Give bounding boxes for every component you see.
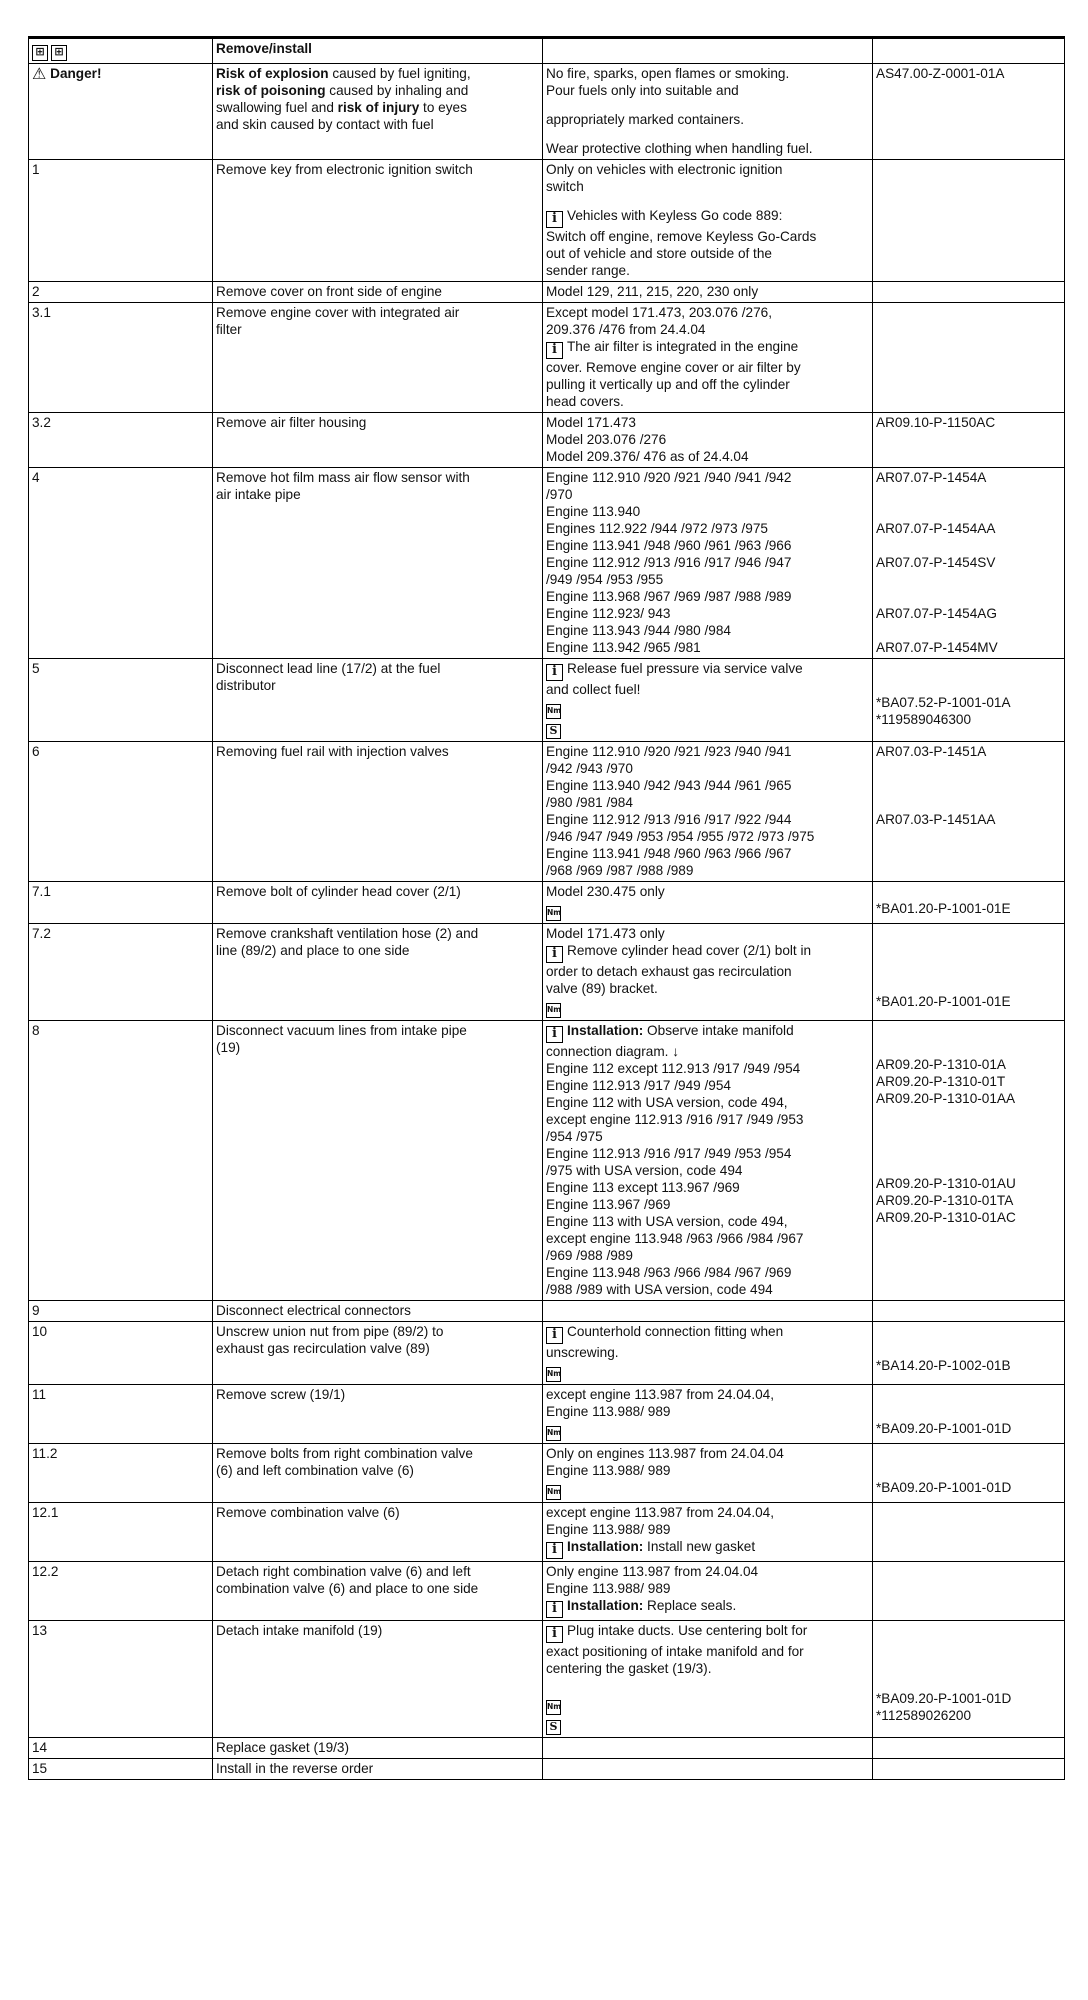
step-notes bbox=[543, 303, 873, 413]
note-line: No fire, sparks, open flames or smoking. bbox=[546, 66, 790, 81]
ref-link[interactable]: AR07.07-P-1454AG bbox=[876, 606, 997, 621]
step-refs bbox=[873, 1621, 1065, 1738]
step-action bbox=[213, 1738, 543, 1759]
torque-icon[interactable]: Nm bbox=[546, 906, 561, 921]
step-row-2 bbox=[29, 282, 1065, 303]
note-line: Engine 112.913 /917 /949 /954 bbox=[546, 1078, 731, 1093]
step-action bbox=[213, 1322, 543, 1385]
danger-risks bbox=[213, 64, 543, 160]
info-line: and collect fuel! bbox=[546, 682, 641, 697]
note-line: Engine 113.940 bbox=[546, 504, 641, 519]
info-line: Install new gasket bbox=[643, 1539, 756, 1554]
action-line: Remove cover on front side of engine bbox=[216, 284, 442, 299]
info-line: centering the gasket (19/3). bbox=[546, 1661, 712, 1676]
step-number: 9 bbox=[29, 1301, 213, 1322]
note-line: Only on vehicles with electronic ignition bbox=[546, 162, 783, 177]
note-line: except engine 113.987 from 24.04.04, bbox=[546, 1505, 774, 1520]
header-empty-notes bbox=[543, 38, 873, 64]
risk-explosion-text: caused by fuel igniting, bbox=[328, 66, 471, 81]
action-line: (19) bbox=[216, 1040, 241, 1055]
step-action bbox=[213, 1503, 543, 1562]
step-action bbox=[213, 924, 543, 1021]
torque-icon[interactable]: Nm bbox=[546, 1367, 561, 1382]
step-refs bbox=[873, 924, 1065, 1021]
note-line: Model 203.076 /276 bbox=[546, 432, 667, 447]
note-line: /969 /988 /989 bbox=[546, 1248, 633, 1263]
note-line: Model 129, 211, 215, 220, 230 only bbox=[546, 284, 759, 299]
note-line: Engine 112.912 /913 /916 /917 /922 /944 bbox=[546, 812, 792, 827]
note-line: Model 209.376/ 476 as of 24.4.04 bbox=[546, 449, 749, 464]
step-action bbox=[213, 742, 543, 882]
action-line: Disconnect electrical connectors bbox=[216, 1303, 411, 1318]
ref-link[interactable]: *BA01.20-P-1001-01E bbox=[876, 901, 1011, 916]
special-tool-icon[interactable]: S bbox=[546, 724, 561, 739]
action-line: Remove crankshaft ventilation hose (2) and bbox=[216, 926, 479, 941]
special-tool-icon[interactable]: S bbox=[546, 1720, 561, 1735]
step-action bbox=[213, 468, 543, 659]
step-row-7-2 bbox=[29, 924, 1065, 1021]
risk-poisoning: risk of poisoning bbox=[216, 83, 326, 98]
header-title: Remove/install bbox=[213, 38, 543, 64]
note-line: /988 /989 with USA version, code 494 bbox=[546, 1282, 773, 1297]
step-notes bbox=[543, 1322, 873, 1385]
ref-link[interactable]: *BA09.20-P-1001-01D bbox=[876, 1421, 1012, 1436]
ref-link[interactable]: AR09.20-P-1310-01AU bbox=[876, 1176, 1016, 1191]
step-notes bbox=[543, 1021, 873, 1301]
ref-link[interactable]: AR09.20-P-1310-01A bbox=[876, 1057, 1006, 1072]
step-refs[interactable] bbox=[873, 413, 1065, 468]
action-line: Detach right combination valve (6) and left bbox=[216, 1564, 471, 1579]
step-notes bbox=[543, 1444, 873, 1503]
action-line: Unscrew union nut from pipe (89/2) to bbox=[216, 1324, 444, 1339]
step-row-15 bbox=[29, 1759, 1065, 1780]
danger-row bbox=[29, 64, 1065, 160]
warning-icon: ⚠ bbox=[32, 66, 47, 83]
torque-icon[interactable]: Nm bbox=[546, 1700, 561, 1715]
info-icon: i bbox=[546, 946, 563, 963]
torque-icon[interactable]: Nm bbox=[546, 704, 561, 719]
note-line: /946 /947 /949 /953 /954 /955 /972 /973 /975 bbox=[546, 829, 815, 844]
step-notes bbox=[543, 659, 873, 742]
note-line: Engine 113.943 /944 /980 /984 bbox=[546, 623, 731, 638]
step-refs bbox=[873, 282, 1065, 303]
info-icon: i bbox=[546, 1026, 563, 1043]
step-row-6 bbox=[29, 742, 1065, 882]
risk-skin-text: and skin caused by contact with fuel bbox=[216, 117, 434, 132]
ref-link[interactable]: AR07.07-P-1454AA bbox=[876, 521, 996, 536]
step-row-13 bbox=[29, 1621, 1065, 1738]
step-number: 3.2 bbox=[29, 413, 213, 468]
note-line: Engine 113 with USA version, code 494, bbox=[546, 1214, 788, 1229]
info-line: The air filter is integrated in the engine bbox=[567, 339, 799, 354]
step-action bbox=[213, 1759, 543, 1780]
expand-icon[interactable]: ⊞ bbox=[32, 45, 48, 61]
step-number: 13 bbox=[29, 1621, 213, 1738]
step-refs bbox=[873, 1322, 1065, 1385]
ref-link[interactable]: *BA14.20-P-1002-01B bbox=[876, 1358, 1011, 1373]
step-action bbox=[213, 659, 543, 742]
ref-link[interactable]: AR09.10-P-1150AC bbox=[876, 415, 996, 430]
step-notes bbox=[543, 1621, 873, 1738]
installation-label: Installation: bbox=[567, 1539, 644, 1554]
note-line: /949 /954 /953 /955 bbox=[546, 572, 664, 587]
step-row-9 bbox=[29, 1301, 1065, 1322]
step-action bbox=[213, 1021, 543, 1301]
note-line: Engine 112.912 /913 /916 /917 /946 /947 bbox=[546, 555, 792, 570]
step-row-7-1 bbox=[29, 882, 1065, 924]
note-line: Engine 113 except 113.967 /969 bbox=[546, 1180, 740, 1195]
ref-link[interactable]: AR07.07-P-1454MV bbox=[876, 640, 998, 655]
step-row-11-2 bbox=[29, 1444, 1065, 1503]
info-line: Replace seals. bbox=[643, 1598, 737, 1613]
note-line: appropriately marked containers. bbox=[546, 112, 744, 127]
ref-link[interactable]: AR07.03-P-1451AA bbox=[876, 812, 996, 827]
action-line: Install in the reverse order bbox=[216, 1761, 374, 1776]
header-icons-cell bbox=[29, 38, 213, 64]
step-number: 4 bbox=[29, 468, 213, 659]
action-line: Remove screw (19/1) bbox=[216, 1387, 346, 1402]
info-line: connection diagram. ↓ bbox=[546, 1044, 679, 1059]
step-notes bbox=[543, 160, 873, 282]
step-number: 7.1 bbox=[29, 882, 213, 924]
step-notes bbox=[543, 282, 873, 303]
action-line: Disconnect lead line (17/2) at the fuel bbox=[216, 661, 441, 676]
step-number: 11 bbox=[29, 1385, 213, 1444]
ref-link[interactable]: AR07.07-P-1454A bbox=[876, 470, 987, 485]
note-line: Only on engines 113.987 from 24.04.04 bbox=[546, 1446, 784, 1461]
note-line: Engine 112 with USA version, code 494, bbox=[546, 1095, 788, 1110]
step-refs bbox=[873, 303, 1065, 413]
step-action bbox=[213, 1444, 543, 1503]
action-line: Replace gasket (19/3) bbox=[216, 1740, 349, 1755]
step-action bbox=[213, 1385, 543, 1444]
risk-injury: risk of injury bbox=[337, 100, 420, 115]
note-line: Model 171.473 only bbox=[546, 926, 665, 941]
step-notes bbox=[543, 1503, 873, 1562]
info-line: out of vehicle and store outside of the bbox=[546, 246, 772, 261]
ref-link[interactable]: AR07.07-P-1454SV bbox=[876, 555, 996, 570]
info-line: Remove cylinder head cover (2/1) bolt in bbox=[567, 943, 812, 958]
step-refs bbox=[873, 160, 1065, 282]
step-notes bbox=[543, 413, 873, 468]
note-line: Engine 113.942 /965 /981 bbox=[546, 640, 701, 655]
danger-label: Danger! bbox=[50, 66, 102, 81]
step-number: 12.2 bbox=[29, 1562, 213, 1621]
step-notes bbox=[543, 468, 873, 659]
step-action bbox=[213, 413, 543, 468]
note-line: Wear protective clothing when handling fuel. bbox=[546, 141, 813, 156]
step-refs bbox=[873, 1444, 1065, 1503]
info-icon: i bbox=[546, 664, 563, 681]
info-icon: i bbox=[546, 1542, 563, 1559]
step-refs bbox=[873, 1759, 1065, 1780]
info-line: cover. Remove engine cover or air filter by bbox=[546, 360, 801, 375]
note-line: Engine 113.988/ 989 bbox=[546, 1581, 671, 1596]
step-row-14 bbox=[29, 1738, 1065, 1759]
action-line: Remove bolt of cylinder head cover (2/1) bbox=[216, 884, 461, 899]
action-line: filter bbox=[216, 322, 242, 337]
action-line: Remove bolts from right combination valve bbox=[216, 1446, 473, 1461]
step-action bbox=[213, 1562, 543, 1621]
step-action bbox=[213, 303, 543, 413]
note-line: 209.376 /476 from 24.4.04 bbox=[546, 322, 706, 337]
note-line: /954 /975 bbox=[546, 1129, 603, 1144]
note-line: Except model 171.473, 203.076 /276, bbox=[546, 305, 772, 320]
action-line: distributor bbox=[216, 678, 276, 693]
risk-poisoning-text: caused by inhaling and bbox=[325, 83, 469, 98]
action-line: air intake pipe bbox=[216, 487, 301, 502]
info-line: head covers. bbox=[546, 394, 624, 409]
action-line: Detach intake manifold (19) bbox=[216, 1623, 383, 1638]
info-icon: i bbox=[546, 211, 563, 228]
step-number: 14 bbox=[29, 1738, 213, 1759]
info-line: Switch off engine, remove Keyless Go-Cards bbox=[546, 229, 817, 244]
note-line: /968 /969 /987 /988 /989 bbox=[546, 863, 694, 878]
info-line: order to detach exhaust gas recirculation bbox=[546, 964, 792, 979]
action-line: line (89/2) and place to one side bbox=[216, 943, 410, 958]
step-notes bbox=[543, 882, 873, 924]
note-line: except engine 113.987 from 24.04.04, bbox=[546, 1387, 774, 1402]
info-line: Plug intake ducts. Use centering bolt for bbox=[567, 1623, 808, 1638]
note-line: Engine 112.913 /916 /917 /949 /953 /954 bbox=[546, 1146, 792, 1161]
ref-link[interactable]: AS47.00-Z-0001-01A bbox=[876, 66, 1005, 81]
note-line: Engine 113.988/ 989 bbox=[546, 1404, 671, 1419]
note-line: /942 /943 /970 bbox=[546, 761, 633, 776]
step-refs bbox=[873, 1301, 1065, 1322]
note-line: Engine 112.910 /920 /921 /940 /941 /942 bbox=[546, 470, 792, 485]
ref-link[interactable]: AR09.20-P-1310-01T bbox=[876, 1074, 1006, 1089]
installation-label: Installation: bbox=[567, 1598, 644, 1613]
step-action bbox=[213, 1621, 543, 1738]
torque-icon[interactable]: Nm bbox=[546, 1426, 561, 1441]
procedure-sheet bbox=[28, 36, 1064, 1780]
step-row-10 bbox=[29, 1322, 1065, 1385]
step-notes bbox=[543, 1301, 873, 1322]
step-action bbox=[213, 882, 543, 924]
note-line: except engine 113.948 /963 /966 /984 /967 bbox=[546, 1231, 804, 1246]
info-line: sender range. bbox=[546, 263, 630, 278]
action-line: Remove combination valve (6) bbox=[216, 1505, 400, 1520]
risk-injury-pre: swallowing fuel and bbox=[216, 100, 338, 115]
step-row-11 bbox=[29, 1385, 1065, 1444]
action-line: Remove air filter housing bbox=[216, 415, 367, 430]
action-line: Remove key from electronic ignition switch bbox=[216, 162, 473, 177]
step-row-3-1 bbox=[29, 303, 1065, 413]
step-refs bbox=[873, 1385, 1065, 1444]
note-line: /975 with USA version, code 494 bbox=[546, 1163, 743, 1178]
ref-link[interactable]: *119589046300 bbox=[876, 712, 972, 727]
action-line: combination valve (6) and place to one side bbox=[216, 1581, 479, 1596]
danger-label-cell bbox=[29, 64, 213, 160]
step-notes bbox=[543, 1385, 873, 1444]
step-number: 3.1 bbox=[29, 303, 213, 413]
step-number: 1 bbox=[29, 160, 213, 282]
action-line: exhaust gas recirculation valve (89) bbox=[216, 1341, 430, 1356]
step-notes bbox=[543, 1759, 873, 1780]
info-line: Observe intake manifold bbox=[643, 1023, 794, 1038]
step-row-12-1 bbox=[29, 1503, 1065, 1562]
table-header-row bbox=[29, 38, 1065, 64]
step-number: 8 bbox=[29, 1021, 213, 1301]
step-number: 11.2 bbox=[29, 1444, 213, 1503]
ref-link[interactable]: AR09.20-P-1310-01AA bbox=[876, 1091, 1016, 1106]
step-number: 2 bbox=[29, 282, 213, 303]
step-number: 5 bbox=[29, 659, 213, 742]
ref-link[interactable]: AR07.03-P-1451A bbox=[876, 744, 987, 759]
step-number: 15 bbox=[29, 1759, 213, 1780]
risk-explosion: Risk of explosion bbox=[216, 66, 329, 81]
ref-link[interactable]: *BA09.20-P-1001-01D bbox=[876, 1691, 1012, 1706]
step-refs bbox=[873, 659, 1065, 742]
procedure-table bbox=[28, 36, 1065, 1780]
action-line: Removing fuel rail with injection valves bbox=[216, 744, 449, 759]
step-row-5 bbox=[29, 659, 1065, 742]
step-number: 6 bbox=[29, 742, 213, 882]
note-line: Pour fuels only into suitable and bbox=[546, 83, 739, 98]
step-refs bbox=[873, 1562, 1065, 1621]
info-icon: i bbox=[546, 1327, 563, 1344]
note-line: Only engine 113.987 from 24.04.04 bbox=[546, 1564, 759, 1579]
ref-link[interactable]: *BA01.20-P-1001-01E bbox=[876, 994, 1011, 1009]
note-line: switch bbox=[546, 179, 584, 194]
note-line: Model 230.475 only bbox=[546, 884, 665, 899]
step-refs bbox=[873, 882, 1065, 924]
step-row-1 bbox=[29, 160, 1065, 282]
step-number: 12.1 bbox=[29, 1503, 213, 1562]
step-row-3-2 bbox=[29, 413, 1065, 468]
step-row-4 bbox=[29, 468, 1065, 659]
note-line: /970 bbox=[546, 487, 573, 502]
step-refs bbox=[873, 742, 1065, 882]
info-icon: i bbox=[546, 1601, 563, 1618]
step-notes bbox=[543, 924, 873, 1021]
step-number: 7.2 bbox=[29, 924, 213, 1021]
action-line: Disconnect vacuum lines from intake pipe bbox=[216, 1023, 467, 1038]
note-line: Engine 113.988/ 989 bbox=[546, 1463, 671, 1478]
collapse-icon[interactable]: ⊞ bbox=[51, 45, 67, 61]
torque-icon[interactable]: Nm bbox=[546, 1485, 561, 1500]
ref-link[interactable]: *BA07.52-P-1001-01A bbox=[876, 695, 1011, 710]
step-action bbox=[213, 1301, 543, 1322]
info-icon: i bbox=[546, 1626, 563, 1643]
info-line: pulling it vertically up and off the cylinder bbox=[546, 377, 790, 392]
ref-link[interactable]: AR09.20-P-1310-01AC bbox=[876, 1210, 1016, 1225]
installation-label: Installation: bbox=[567, 1023, 644, 1038]
step-refs bbox=[873, 1503, 1065, 1562]
danger-notes bbox=[543, 64, 873, 160]
step-notes bbox=[543, 1562, 873, 1621]
note-line: Engine 113.941 /948 /960 /963 /966 /967 bbox=[546, 846, 792, 861]
header-empty-refs bbox=[873, 38, 1065, 64]
note-line: Engine 113.988/ 989 bbox=[546, 1522, 671, 1537]
danger-ref[interactable] bbox=[873, 64, 1065, 160]
note-line: Engine 112.910 /920 /921 /923 /940 /941 bbox=[546, 744, 792, 759]
step-row-12-2 bbox=[29, 1562, 1065, 1621]
step-number: 10 bbox=[29, 1322, 213, 1385]
info-line: Vehicles with Keyless Go code 889: bbox=[567, 208, 783, 223]
ref-link[interactable]: *112589026200 bbox=[876, 1708, 972, 1723]
ref-link[interactable]: AR09.20-P-1310-01TA bbox=[876, 1193, 1014, 1208]
risk-injury-text: to eyes bbox=[419, 100, 467, 115]
note-line: Engine 112.923/ 943 bbox=[546, 606, 671, 621]
info-line: exact positioning of intake manifold and for bbox=[546, 1644, 804, 1659]
note-line: Engine 113.968 /967 /969 /987 /988 /989 bbox=[546, 589, 792, 604]
note-line: Model 171.473 bbox=[546, 415, 636, 430]
info-line: Counterhold connection fitting when bbox=[567, 1324, 784, 1339]
step-action bbox=[213, 160, 543, 282]
step-notes bbox=[543, 1738, 873, 1759]
step-refs bbox=[873, 1021, 1065, 1301]
note-line: Engine 113.967 /969 bbox=[546, 1197, 671, 1212]
step-notes bbox=[543, 742, 873, 882]
action-line: Remove engine cover with integrated air bbox=[216, 305, 460, 320]
info-icon: i bbox=[546, 342, 563, 359]
note-line: Engines 112.922 /944 /972 /973 /975 bbox=[546, 521, 768, 536]
step-refs bbox=[873, 468, 1065, 659]
step-action bbox=[213, 282, 543, 303]
step-row-8 bbox=[29, 1021, 1065, 1301]
ref-link[interactable]: *BA09.20-P-1001-01D bbox=[876, 1480, 1012, 1495]
action-line: Remove hot film mass air flow sensor with bbox=[216, 470, 470, 485]
note-line: Engine 112 except 112.913 /917 /949 /954 bbox=[546, 1061, 801, 1076]
torque-icon[interactable]: Nm bbox=[546, 1003, 561, 1018]
note-line: except engine 112.913 /916 /917 /949 /953 bbox=[546, 1112, 804, 1127]
info-line: unscrewing. bbox=[546, 1345, 619, 1360]
note-line: Engine 113.941 /948 /960 /961 /963 /966 bbox=[546, 538, 792, 553]
step-refs bbox=[873, 1738, 1065, 1759]
note-line: /980 /981 /984 bbox=[546, 795, 633, 810]
info-line: Release fuel pressure via service valve bbox=[567, 661, 803, 676]
info-line: valve (89) bracket. bbox=[546, 981, 658, 996]
note-line: Engine 113.948 /963 /966 /984 /967 /969 bbox=[546, 1265, 792, 1280]
action-line: (6) and left combination valve (6) bbox=[216, 1463, 414, 1478]
note-line: Engine 113.940 /942 /943 /944 /961 /965 bbox=[546, 778, 792, 793]
